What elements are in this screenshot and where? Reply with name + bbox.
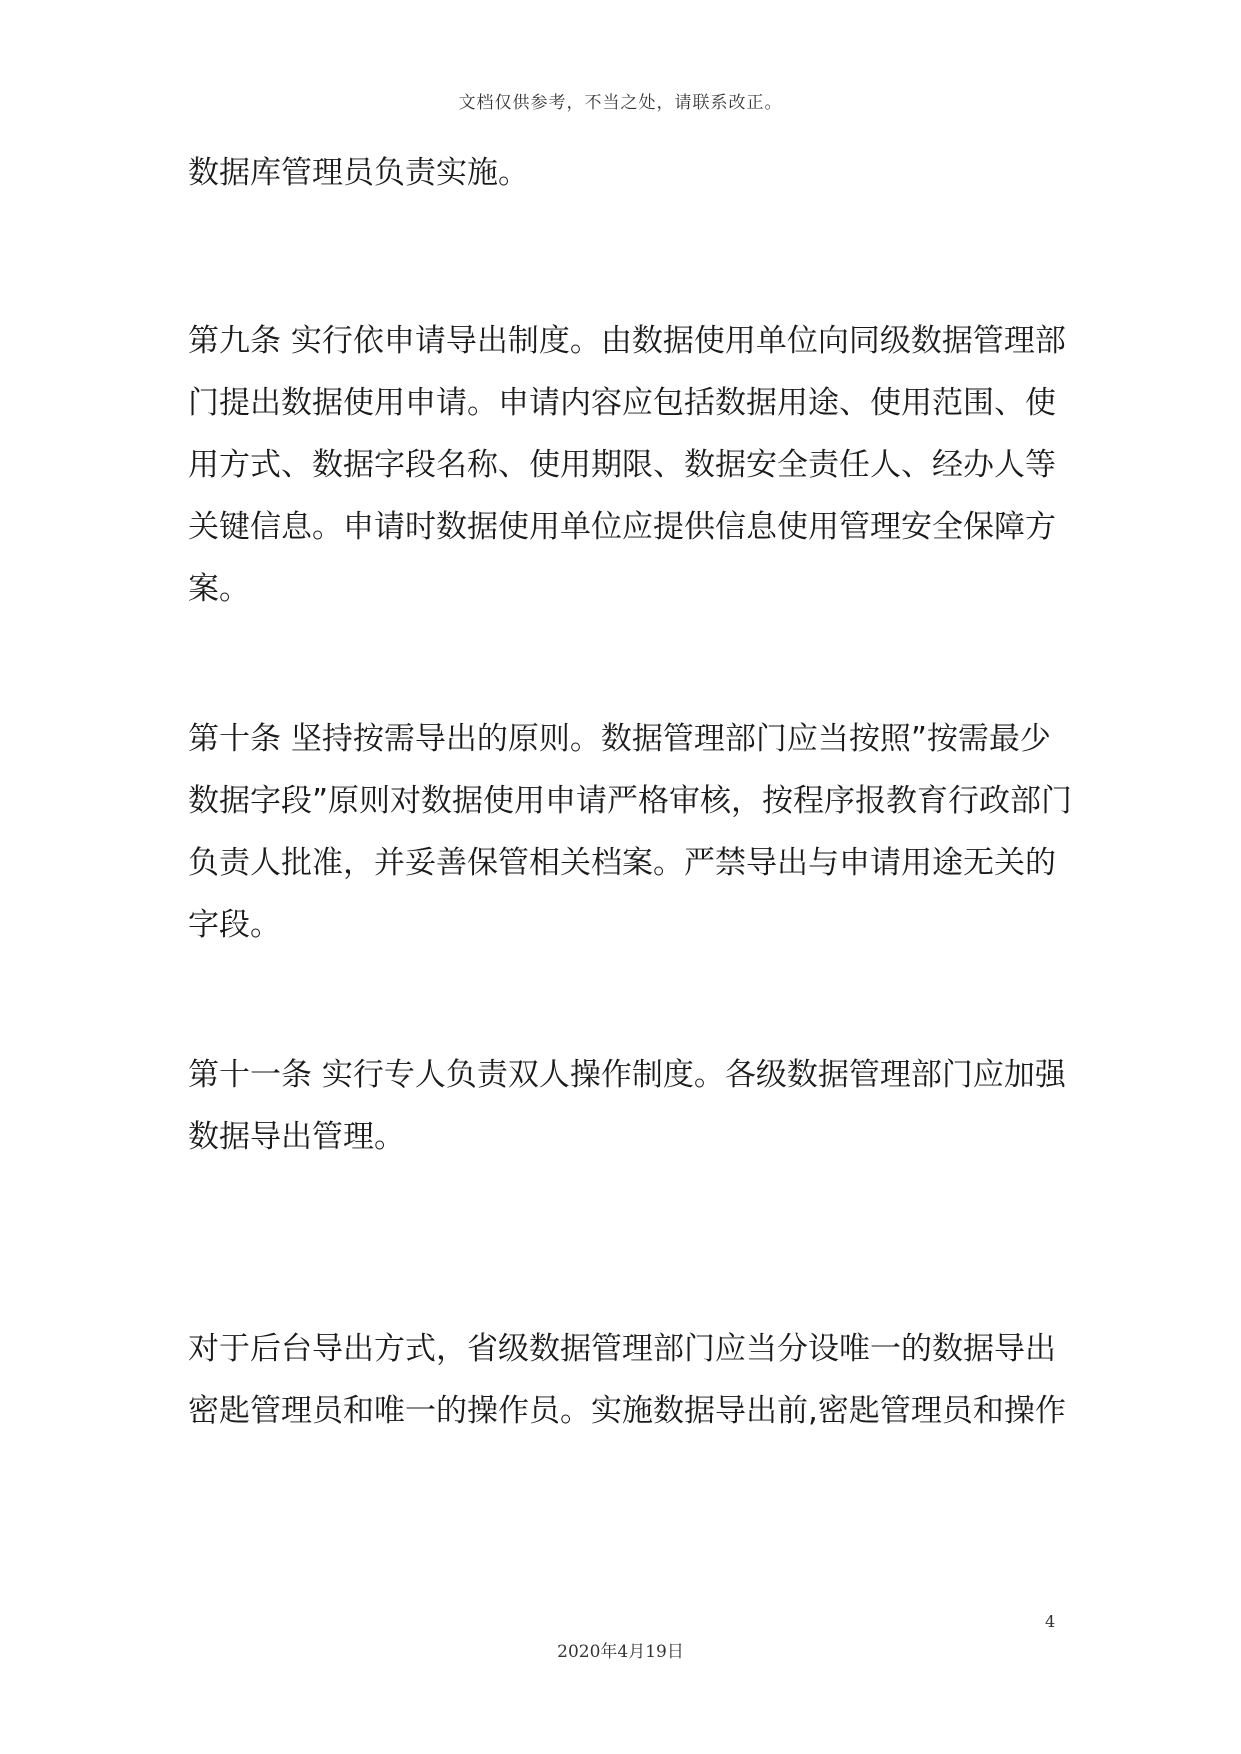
footer-date: 2020年4月19日 [557,1642,684,1662]
paragraph-article-11 [188,1044,1066,1168]
paragraph-article-9 [188,310,1066,620]
paragraph-line: 对于后台导出方式，省级数据管理部门应当分设唯一的数据导出 [188,1331,1056,1367]
paragraph-line: 数据库管理员负责实施。 [188,155,529,191]
paragraph-line: 负责人批准，并妥善保管相关档案。严禁导出与申请用途无关的 [188,845,1056,881]
paragraph-line: 第九条 实行依申请导出制度。由数据使用单位向同级数据管理部 [188,323,1066,359]
paragraph-1 [188,142,1058,204]
page-number: 4 [1045,1612,1056,1631]
paragraph-line: 案。 [188,571,250,607]
paragraph-line: 第十一条 实行专人负责双人操作制度。各级数据管理部门应加强 [188,1057,1066,1093]
paragraph-line: 第十条 坚持按需导出的原则。数据管理部门应当按照”按需最少 [188,721,1051,757]
paragraph-line: 数据字段”原则对数据使用申请严格审核，按程序报教育行政部门 [188,783,1073,819]
paragraph-line: 字段。 [188,907,281,943]
paragraph-line: 关键信息。申请时数据使用单位应提供信息使用管理安全保障方 [188,509,1056,545]
paragraph-line: 数据导出管理。 [188,1119,405,1155]
paragraph-article-10 [188,708,1073,956]
paragraph-line: 密匙管理员和唯一的操作员。实施数据导出前,密匙管理员和操作 [188,1393,1066,1429]
paragraph-line: 用方式、数据字段名称、使用期限、数据安全责任人、经办人等 [188,447,1056,483]
paragraph-line: 门提出数据使用申请。申请内容应包括数据用途、使用范围、使 [188,385,1056,421]
header-disclaimer: 文档仅供参考，不当之处，请联系改正。 [458,93,783,113]
paragraph-backend-export [188,1318,1066,1442]
